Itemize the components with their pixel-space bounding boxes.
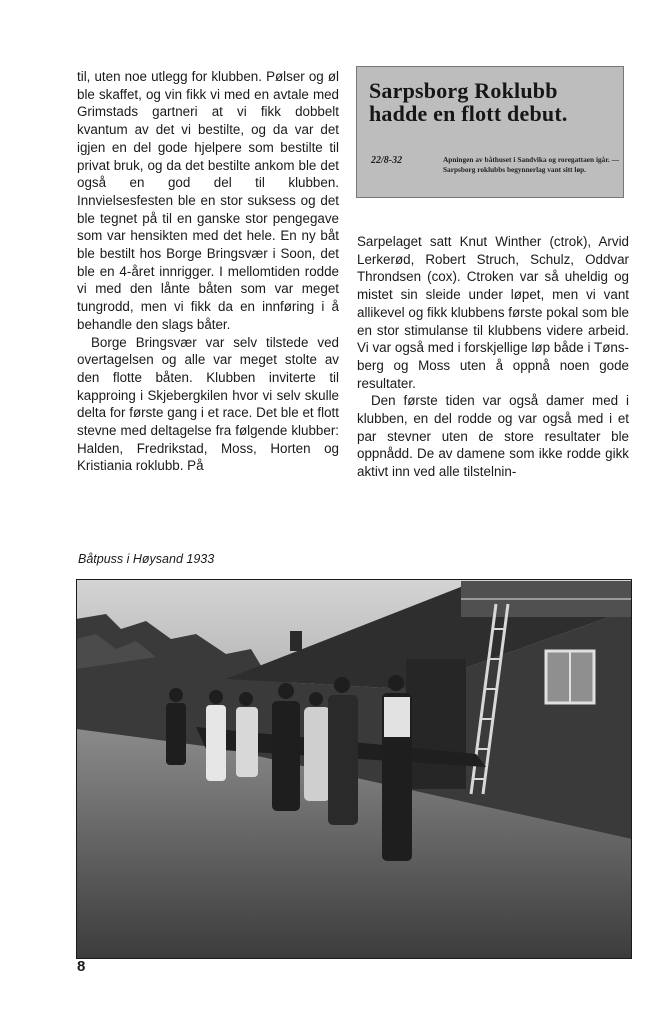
right-paragraph-2: Den første tiden var også damer med i klubben, en del rodde og var også med i et par stevner uten de store resultater ble oppnådd. De av damene som ikke rodde gikk aktivt inn ved alle tilstelnin- [357, 393, 629, 480]
photo-chimney [290, 631, 302, 651]
page-number: 8 [77, 958, 86, 975]
clipping-date: 22/8-32 [371, 155, 403, 166]
newspaper-clipping [356, 66, 624, 198]
right-text-column [357, 233, 629, 481]
right-paragraph-1: Sarpelaget satt Knut Winther (ctrok), Arvid Lerkerød, Robert Struch, Schulz, Oddvar Throndsen (cox). Ctroken var så uheldig og mistet sin sleide under løpet, men vi vant allikevel og fikk klubbens første pokal som ble en stor stimulanse til klubbens videre arbeid. Vi var også med i forskjellige løp både i Tønsberg og Moss uten å oppnå noen gode resultater. [357, 234, 629, 391]
photo-caption: Båtpuss i Høysand 1933 [78, 552, 215, 566]
clipping-body: Apningen av båthuset i Sandvika og roregattaen igår. — Sarpsborg roklubbs begynnerlag vant sitt løp. [443, 155, 619, 174]
clipping-headline: Sarpsborg Roklubb hadde en flott debut. [369, 78, 568, 126]
photo-door [406, 659, 466, 789]
left-paragraph-1: til, uten noe utlegg for klubben. Pølser og øl ble skaffet, og vin fikk vi med en avtale med Grimstads gartneri at vi fikk dobbelt kvantum av det vi bestilte, og da var det igjen en del gode hjelpere som bestilte til privat bruk, og da det bestilte ankom ble det også en god del til klubben. Innvielsesfesten ble en stor suksess og det ble tegnet på til en ganske stor pengegave som var hensikten med det hele. En ny båt ble bestilt hos Borge Bringsvær i Soon, det ble en 4-året innrigger. I mellomtiden rodde vi med den lånte båten som var meget tungrodd, men vi fikk da en innføring i å behandle den slags båter. [77, 69, 339, 332]
photo-illustration [76, 579, 632, 959]
left-paragraph-2: Borge Bringsvær var selv tilstede ved overtagelsen og alle var meget stolte av den flotte båten. Klubben inviterte til kapproing i Skjebergkilen hvor vi selv skulle delta for første gang i et race. Det ble et flott stevne med deltagelse fra følgende klubber: Halden, Fredrikstad, Moss, Horten og Kristiania roklubb. På [77, 334, 339, 474]
left-text-column [77, 68, 339, 475]
historical-photo [76, 579, 632, 959]
